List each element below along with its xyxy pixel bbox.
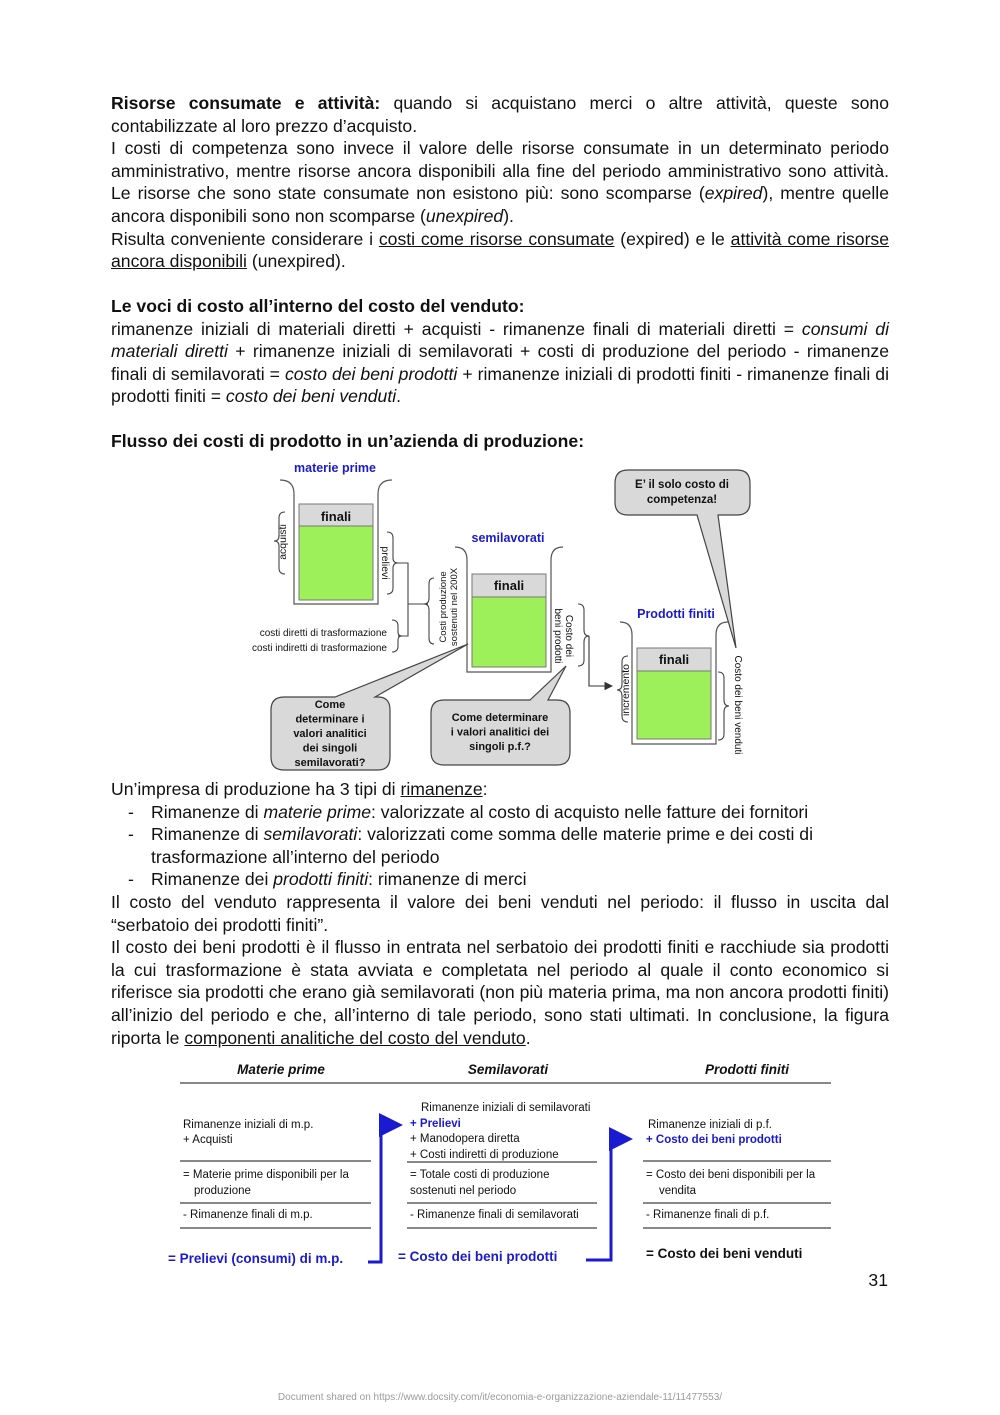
connector-costo-beni-prodotti <box>586 1139 630 1260</box>
col3-r1b: + Costo dei beni prodotti <box>646 1134 782 1146</box>
label-finali-sl: finali <box>493 578 525 593</box>
paragraph-costo-venduto: Il costo del venduto rappresenta il valore dei beni venduti nel periodo: il flusso in uscita dal “serbatoio dei prodotti finiti”. <box>111 891 889 935</box>
bubble-pf-text: Come determinare i valori analitici dei singoli p.f.? <box>450 712 550 753</box>
page-number: 31 <box>868 1270 888 1290</box>
heading-risorse: Risorse consumate e attività: <box>111 93 381 113</box>
col1-r1b: + Acquisti <box>183 1134 233 1146</box>
heading-voci-costo: Le voci di costo all’interno del costo del venduto: <box>111 296 525 316</box>
col2-r1a: Rimanenze iniziali di semilavorati <box>421 1102 591 1114</box>
label-costi-indiretti: costi indiretti di trasformazione <box>251 643 387 654</box>
footer-source: Document shared on https://www.docsity.com/it/economia-e-organizzazione-aziendale-11/11477553/ <box>277 1392 723 1403</box>
col1-r1a: Rimanenze iniziali di m.p. <box>183 1119 314 1131</box>
paragraph-rimanenze-intro: Un’impresa di produzione ha 3 tipi di rimanenze: <box>111 779 488 799</box>
list-item: - Rimanenze di materie prime: valorizzate al costo di acquisto nelle fatture dei fornitori <box>128 801 809 822</box>
col3-total: = Costo dei beni venduti <box>646 1246 803 1261</box>
label-finali-pf: finali <box>658 652 690 667</box>
col3-r3: - Rimanenze finali di p.f. <box>646 1209 770 1221</box>
col2-total: = Costo dei beni prodotti <box>398 1249 558 1264</box>
label-finali-mp: finali <box>320 509 352 524</box>
label-costo-beni-prodotti: Costo deibeni prodotti <box>552 608 574 664</box>
bubble-semilavorati-text: Come determinare i valori analitici dei singoli semilavorati? <box>293 699 367 769</box>
paragraph-risorse-3: Risulta conveniente considerare i costi come risorse consumate (expired) e le attività come risorse ancora disponibili (unexpired). <box>111 228 890 272</box>
list-item: - Rimanenze dei prodotti finiti: rimanenze di merci <box>128 869 527 890</box>
col3-r2b: vendita <box>659 1185 697 1197</box>
bubble-competenza-text: E’ il solo costo di competenza! <box>635 479 729 506</box>
label-prodotti-finiti: Prodotti finiti <box>637 607 715 621</box>
label-materie-prime: materie prime <box>294 461 376 475</box>
connector-prelievi <box>368 1125 400 1262</box>
col1-r3: - Rimanenze finali di m.p. <box>183 1209 313 1221</box>
col2-r3: - Rimanenze finali di semilavorati <box>410 1209 579 1221</box>
label-costi-diretti: costi diretti di trasformazione <box>259 628 387 639</box>
col1-r2b: produzione <box>194 1185 251 1197</box>
col2-r1b: + Prelievi <box>410 1118 461 1130</box>
col2-r2b: sostenuti nel periodo <box>410 1185 517 1197</box>
paragraph-voci-costo: rimanenze iniziali di materiali diretti + acquisti - rimanenze finali di materiali diretti = consumi di materiali diretti + rimanenze iniziali di semilavorati + costi di produzione del periodo - rimanenze finali di semilavorati = costo dei beni prodotti + rimanenze iniziali di prodotti finiti - rimanenze finali di prodotti finiti = costo dei beni venduti. <box>111 318 890 407</box>
label-prelievi: prelievi <box>379 546 391 580</box>
label-semilavorati: semilavorati <box>471 531 545 545</box>
col2-r1d: + Costi indiretti di produzione <box>410 1149 559 1161</box>
paragraph-costo-beni-prodotti: Il costo dei beni prodotti è il flusso in entrata nel serbatoio dei prodotti finiti e racchiude sia prodotti la cui trasformazione è stata avviata e completata nel periodo al quale il conto economico si riferisce sia prodotti che erano già semilavorati (non più materia prima, ma non ancora prodotti finiti) all’inizio del periodo e che, all’interno di tale periodo, sono stati ultimati. In conclusione, la figura riporta le componenti analitiche del costo del venduto. <box>111 937 889 1048</box>
header-semilavorati: Semilavorati <box>467 1062 549 1077</box>
label-costo-beni-venduti: Costo dei beni venduti <box>732 655 743 755</box>
col3-r1a: Rimanenze iniziali di p.f. <box>648 1119 773 1131</box>
heading-flusso: Flusso dei costi di prodotto in un’azienda di produzione: <box>111 431 585 451</box>
label-costi-produzione: Costi produzionesostenuti nel 200X <box>438 567 460 647</box>
paragraph-risorse-1: Risorse consumate e attività: quando si acquistano merci o altre attività, queste sono contabilizzate al loro prezzo d’acquisto. <box>111 93 889 136</box>
header-materie-prime: Materie prime <box>237 1062 325 1077</box>
list-item: - Rimanenze di semilavorati: valorizzati come somma delle materie prime e dei costi di trasformazione all’interno del periodo <box>128 824 813 867</box>
col2-r2a: = Totale costi di produzione <box>410 1169 550 1181</box>
col1-total: = Prelievi (consumi) di m.p. <box>168 1251 344 1266</box>
col1-r2a: = Materie prime disponibili per la <box>183 1169 349 1181</box>
col3-r2a: = Costo dei beni disponibili per la <box>646 1169 816 1181</box>
label-incremento: incremento <box>620 664 632 716</box>
header-prodotti-finiti: Prodotti finiti <box>705 1062 789 1077</box>
col2-r1c: + Manodopera diretta <box>410 1133 520 1145</box>
label-acquisti: acquisti <box>277 524 289 560</box>
paragraph-risorse-2: I costi di competenza sono invece il valore delle risorse consumate in un determinato periodo amministrativo, mentre risorse ancora disponibili alla fine del periodo amministrativo sono attività. Le risorse che sono state consumate non esistono più: sono scomparse (expired), mentre quelle ancora disponibili sono non scomparse (unexpired). <box>111 138 889 226</box>
